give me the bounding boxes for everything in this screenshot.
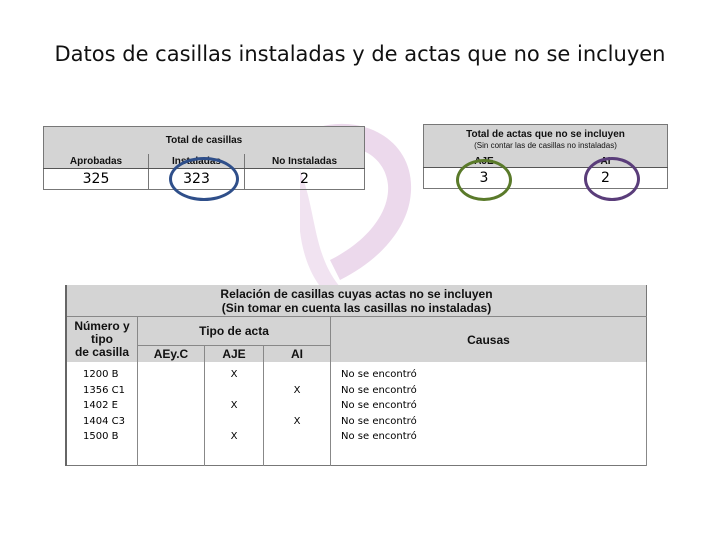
numero-header-line1: Número y xyxy=(74,319,130,333)
casillas-column xyxy=(66,362,138,466)
aje-mark-1402e: X xyxy=(230,400,238,411)
ai-mark-1200b xyxy=(264,367,330,383)
col-aje: AJE xyxy=(424,155,545,168)
casilla-1500b: 1500 B xyxy=(83,431,119,442)
highlight-circle-instaladas xyxy=(169,157,239,201)
numero-header-line3: de casilla xyxy=(74,345,130,359)
ai-mark-1404c3: X xyxy=(293,415,301,427)
highlight-circle-aje xyxy=(456,159,512,201)
causas-header: Causas xyxy=(331,317,647,363)
ai-mark-1402e xyxy=(264,398,330,414)
col-instaladas: Instaladas xyxy=(149,154,245,169)
casilla-1356c1: 1356 C1 xyxy=(83,384,125,396)
aje-mark-1356c1 xyxy=(205,383,263,399)
causa-1402e: No se encontró xyxy=(341,400,417,411)
highlight-circle-ai xyxy=(584,157,640,201)
relacion-casillas-table xyxy=(65,285,647,466)
col-aprobadas: Aprobadas xyxy=(44,154,149,169)
casilla-1404c3: 1404 C3 xyxy=(83,415,125,427)
aeyc-column xyxy=(138,362,205,466)
col-ai-relacion: AI xyxy=(264,346,331,363)
total-casillas-header: Total de casillas xyxy=(44,127,365,155)
causa-1404c3: No se encontró xyxy=(341,415,417,427)
actas-header-title: Total de actas que no se incluyen xyxy=(466,129,625,140)
col-aeyc: AEy.C xyxy=(138,346,205,363)
causa-1500b: No se encontró xyxy=(341,431,417,442)
col-no-instaladas: No Instaladas xyxy=(245,154,365,169)
value-instaladas: 323 xyxy=(149,169,245,190)
aeyc-mark xyxy=(138,367,204,383)
aje-mark-1500b: X xyxy=(230,431,238,442)
value-ai: 2 xyxy=(601,170,610,186)
actas-header-subtitle: (Sin contar las de casillas no instaladas) xyxy=(474,141,617,150)
causas-column xyxy=(331,362,647,466)
slide-title: Datos de casillas instaladas y de actas que no se incluyen xyxy=(54,42,666,66)
actas-header xyxy=(424,125,668,156)
aje-mark-1404c3 xyxy=(205,414,263,430)
col-ai: AI xyxy=(544,155,668,168)
casilla-1200b: 1200 B xyxy=(83,369,119,380)
aje-mark-1200b: X xyxy=(230,369,238,380)
causa-1200b: No se encontró xyxy=(341,369,417,380)
col-aje-relacion: AJE xyxy=(205,346,264,363)
numero-tipo-header xyxy=(66,317,138,363)
causa-1356c1: No se encontró xyxy=(341,384,417,396)
casilla-1402e: 1402 E xyxy=(83,400,118,411)
ai-column xyxy=(264,362,331,466)
numero-header-line2: tipo xyxy=(91,332,113,346)
ai-mark-1356c1: X xyxy=(293,384,301,396)
aje-column xyxy=(205,362,264,466)
tipo-acta-header: Tipo de acta xyxy=(138,317,331,346)
relacion-title-line2: (Sin tomar en cuenta las casillas no instaladas) xyxy=(221,300,492,315)
value-aje: 3 xyxy=(479,170,489,186)
value-no-instaladas: 2 xyxy=(245,169,365,190)
relacion-title xyxy=(66,285,647,317)
relacion-title-line1: Relación de casillas cuyas actas no se incluyen xyxy=(220,286,493,301)
value-aprobadas: 325 xyxy=(44,169,149,190)
